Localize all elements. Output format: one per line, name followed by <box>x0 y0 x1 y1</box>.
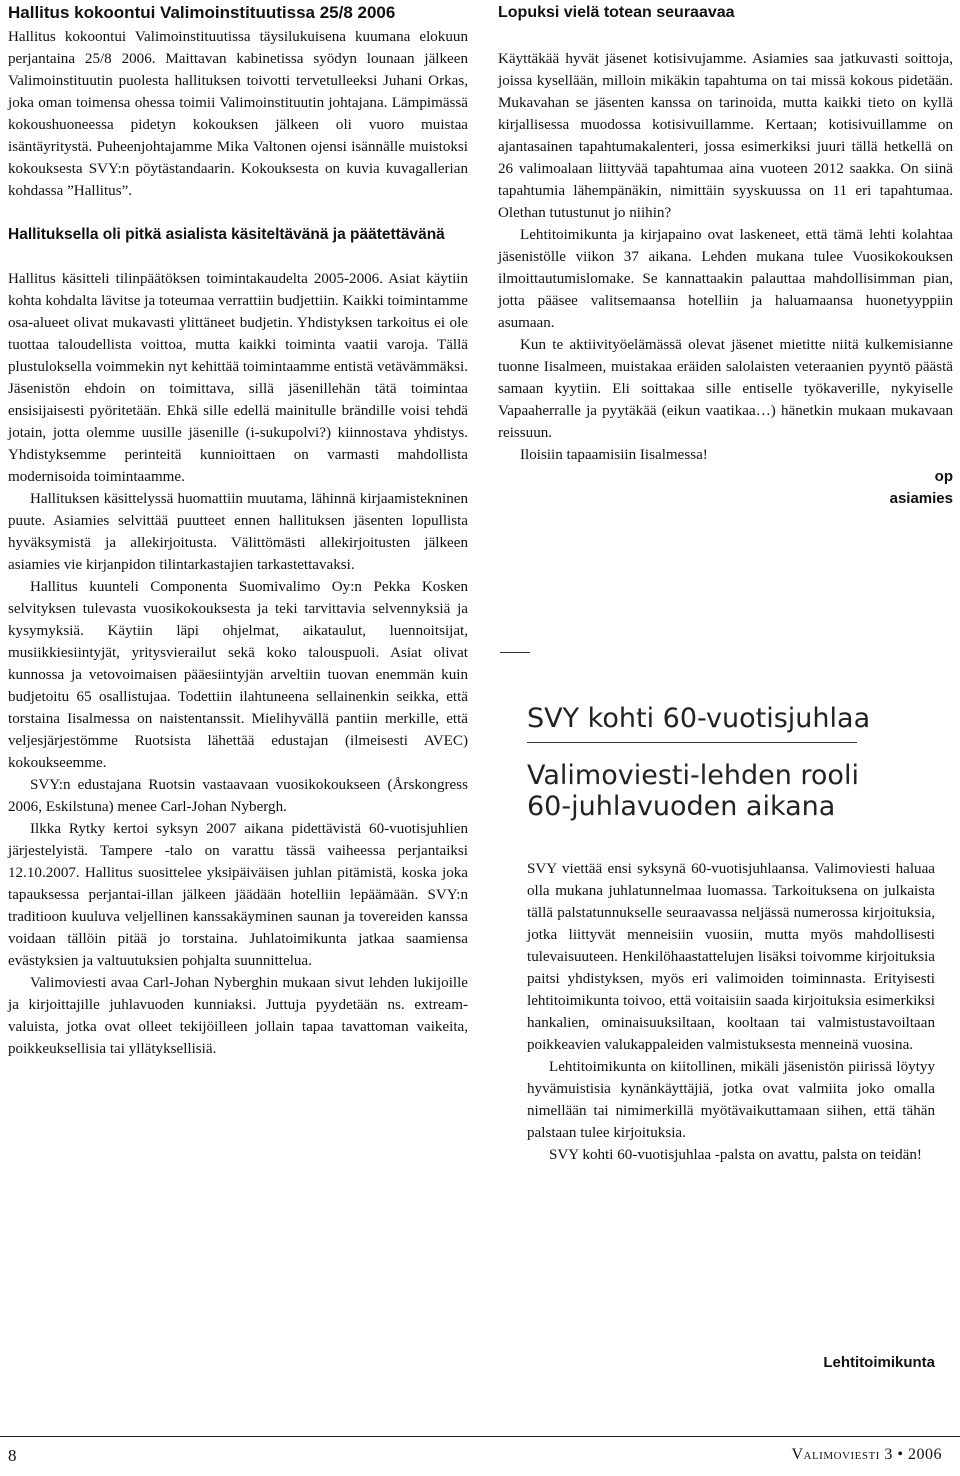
box-top-rule <box>500 652 530 653</box>
publication-name: Valimoviesti <box>791 1446 880 1463</box>
paragraph-sweden: SVY:n edustajana Ruotsin vastaavaan vuosikokoukseen (Årskongress 2006, Eskilstuna) menee Carl-Johan Nybergh. <box>8 777 468 815</box>
box-paragraph-2: Lehtitoimikunta on kiitollinen, mikäli jäsenistön piirissä löytyy hyvämuistisia kynänkäyttäjiä, jotka ovat valmiita joko omalla nimellään tai nimimerkillä myötävaikuttamaan siihen, että tähän palstaan tulee kirjoituksia. <box>527 1059 935 1141</box>
intro-paragraph: Hallitus kokoontui Valimoinstituutissa täysilukuisena kuumana elokuun perjantaina 25/8 2006. Maittavan kabinetissa syödyn lounaan jälkeen Valimoinstituutin puolesta hallituksen toivotti tervetulleeksi Juhani Orkas, joka oman toimensa ohessa toimii Valimoinstituutin johtajana. Lämpimässä kokoushuoneessa pidetyn kokouksen jälkeen oli vuoro muistaa isäntäyritystä. Puheenjohtajamme Mika Valtonen ojensi isännälle muistoksi kokouksesta SVY:n pöytästandaarin. Kokouksesta on kuvia kuvagallerian kohdassa ”Hallitus”. <box>8 29 468 199</box>
signature-op: op <box>934 468 953 485</box>
left-column <box>8 0 468 1060</box>
box-signature: Lehtitoimikunta <box>823 1354 935 1371</box>
right-column <box>498 0 953 510</box>
signature-asiamies: asiamies <box>889 490 953 507</box>
paragraph-valimoviesti: Valimoviesti avaa Carl-Johan Nyberghin mukaan sivut lehden lukijoille ja kirjoittajille juhlavuoden kunniaksi. Juttuja pyydetään ns. extream-valuista, jotka ovat olleet tekijöilleen jollain tapaa tavattoman vaikeita, poikkeuksellisia tai yllätyksellisiä. <box>8 975 468 1057</box>
paragraph-annual-meeting: Hallitus kuunteli Componenta Suomivalimo Oy:n Pekka Kosken selvityksen tulevasta vuosikokouksesta ja teki tarvittavia selvennyksiä ja kysymyksiä. Käytiin läpi ohjelmat, aikataulut, luennoitsijat, musiikkiesiintyjät, yritysvierailut sekä koko talouspuoli. Asiat olivat kunnossa ja vetovoimaisen pääesiintyjän arveltiin tuovan enemmän kuin budjetoitu 65 osallistujaa. Todettiin ilahtuneena sellainenkin seikka, että torstaina Iisalmessa on naistentanssit. Mielihyvällä pantiin merkille, että veljesjärjestömme Ruotsista lähettää edustajan (ilmeisesti AVEC) kokoukseemme. <box>8 579 468 771</box>
paragraph-registration: Lehtitoimikunta ja kirjapaino ovat laskeneet, että tämä lehti kolahtaa jäsenistölle viikon 37 aikana. Lehden mukana tulee Vuosikokouksen ilmoittautumislomake. Se kannattaakin palauttaa mahdollisimman pian, jotta pääsee valitsemaansa hotelliin ja haluamaansa huonetyyppiin asumaan. <box>498 227 953 331</box>
page-number: 8 <box>8 1446 17 1465</box>
article-title: Hallitus kokoontui Valimoinstituutissa 25/8 2006 <box>8 3 396 22</box>
paragraph-greeting: Iloisiin tapaamisiin Iisalmessa! <box>520 447 708 463</box>
box-subtitle-2: 60-juhlavuoden aikana <box>527 791 836 822</box>
subheading: Hallituksella oli pitkä asialista käsiteltävänä ja päätettävänä <box>8 226 445 243</box>
issue-number: 3 <box>884 1446 893 1463</box>
publication-info <box>791 1446 942 1464</box>
box-body <box>527 858 935 1166</box>
paragraph-travel: Kun te aktiivityöelämässä olevat jäsenet mietitte niitä kulkemisianne tuonne Iisalmeen, muistakaa eräiden salolaisten veteraanien pyyntö päästä samaan kyytiin. Eli soittakaa sille entiselle työkaverille, nykyiselle Vapaaherralle ja pyytäkää (eikun vaatikaa…) hänetkin mukaan mukavaan reissuun. <box>498 337 953 441</box>
box-paragraph-3: SVY kohti 60-vuotisjuhlaa -palsta on avattu, palsta on teidän! <box>549 1147 922 1163</box>
footer-rule <box>0 1436 960 1437</box>
page-footer <box>0 1436 960 1476</box>
paragraph-anniversary: Ilkka Rytky kertoi syksyn 2007 aikana pidettävistä 60-vuotisjuhlien järjestelyistä. Tampere -talo on varattu tässä vaiheessa perjantaiksi 12.10.2007. Hallitus suosittelee yksipäiväisen juhlan pitämistä, koska joka tapauksessa perjantai-illan jälkeen jäädään hotelliin lepäämään. SVY:n traditioon kuuluva veljellinen kanssakäyminen saunan ja tovereiden kanssa voidaan tällöin pitää jo torstaina. Juhlatoimikunta jatkaa saamiensa evästyksien ja valtuutuksien pohjalta suunnittelua. <box>8 821 468 969</box>
paragraph-shortcomings: Hallituksen käsittelyssä huomattiin muutama, lähinnä kirjaamistekninen puute. Asiamies selvittää puutteet ennen hallituksen jäsenten lopullista hyväksymistä ja allekirjoitusta. Välittömästi allekirjoitusten jälkeen asiamies vie kirjanpidon tilintarkastajien tarkastettavaksi. <box>8 491 468 573</box>
issue-year: 2006 <box>908 1446 942 1463</box>
box-paragraph-1: SVY viettää ensi syksynä 60-vuotisjuhlaansa. Valimoviesti haluaa olla mukana juhlatunnelmaa luomassa. Tarkoituksena on julkaista tällä palstatunnukselle seuraavassa neljässä numerossa kirjoituksia, jotka liittyvät menneisiin vuosiin, mutta myös mahdollisesti tulevaisuuteen. Henkilöhaastattelujen lisäksi toivomme kirjoituksia paitsi yhdistyksen, myös eri valimoiden toiminnasta. Erityisesti lehtitoimikunta toivoo, että voitaisiin saada kirjoituksia esimerkiksi hankalien, ominaisuuksiltaan, kooltaan tai valmistustavoiltaan poikkeavien valukappaleiden valmistuksesta menneinä vuosina. <box>527 861 935 1053</box>
bullet: • <box>897 1446 904 1463</box>
right-title: Lopuksi vielä totean seuraavaa <box>498 4 735 21</box>
paragraph-website: Käyttäkää hyvät jäsenet kotisivujamme. Asiamies saa jatkuvasti soittoja, joissa kysellään, milloin mikäkin tapahtuma on tai missä kokous pidetään. Mukavahan se jäsenten kanssa on tarinoida, mutta kaikki tieto on kyllä kirjallisessa muodossa kotisivuillamme. Kertaan; kotisivuillamme on ajantasainen tapahtumakalenteri, jossa esimerkiksi juuri tällä hetkellä on 26 valimoalaan liittyvää tapahtumaa aina vuoteen 2012 saakka. On siinä tapahtumia lähempänäkin, nimittäin syyskuussa on 11 eri tapahtumaa. Olethan tutustunut jo niihin? <box>498 51 953 221</box>
box-title-underline <box>527 742 857 743</box>
box-subtitle-1: Valimoviesti-lehden rooli <box>527 760 859 791</box>
paragraph-budget: Hallitus käsitteli tilinpäätöksen toimintakaudelta 2005-2006. Asiat käytiin kohta kohdalta lävitse ja toteumaa verrattiin budjettiin. Kaikki toimintamme osa-alueet olivat mukavasti ylittäneet budjetin. Yhdistyksen tarkoitus ei ole tuottaa taloudellista voittoa, mutta kaikki toiminta vaatii varoja. Tällä plustuloksella voimmekin nyt kehittää toimintaamme entistä vetävämmäksi. Jäsenistön ehdoin on toimittava, sillä jäsenillehän tätä toimintaa ensisijaisesti pyöritetään. Ehkä sille edellä mainitulle brändille voisi tehdä jotain, jotta olemme uusille jäsenille (i-sukupolvi?) kiinnostava yhdistys. Yhdistyksemme perinteitä kunnioittaen on varmasti mahdollista modernisoida toimintaamme. <box>8 271 468 485</box>
box-title: SVY kohti 60-vuotisjuhlaa <box>527 703 871 734</box>
